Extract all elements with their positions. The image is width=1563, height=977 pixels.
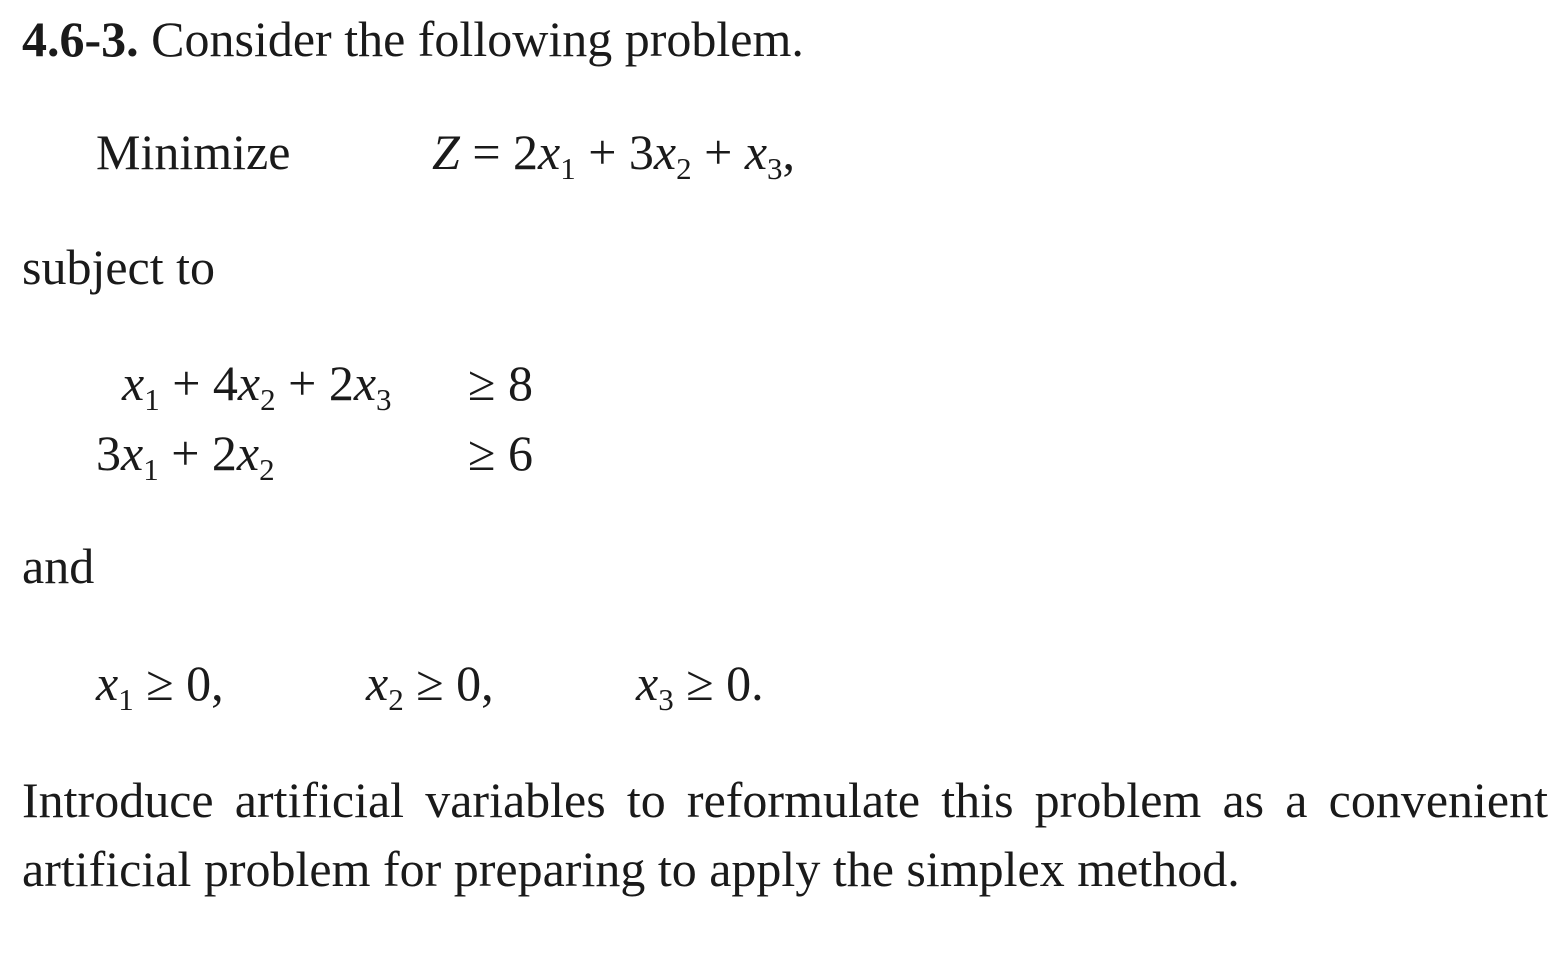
nonnegativity-constraints bbox=[0, 655, 1563, 718]
problem-heading bbox=[22, 11, 804, 67]
constraint-1-rhs: 8 bbox=[507, 355, 533, 411]
subject-to-text: subject to bbox=[22, 239, 216, 295]
nonneg-x2: $x_2 \ge 0$, bbox=[366, 655, 494, 717]
nonneg-x1: $x_1 \ge 0$, bbox=[96, 655, 224, 717]
instruction-paragraph: Introduce artificial variables to reformulate this problem as a convenient artificial problem for preparing to apply the simplex method. bbox=[22, 772, 1548, 897]
and-text: and bbox=[22, 538, 95, 594]
problem-intro: Consider the following problem. bbox=[151, 11, 804, 67]
objective-function: $Z = 2x_1 + 3x_2 + x_3$, bbox=[432, 124, 796, 186]
nonneg-x3: $x_3 \ge 0$. bbox=[636, 655, 764, 717]
problem-number: 4.6-3. bbox=[22, 11, 139, 67]
constraint-1: $x_1 + 4x_2 + 2x_3$ ≥ 8 bbox=[122, 355, 533, 417]
constraint-2: $3x_1 + 2x_2$ ≥ 6 bbox=[96, 425, 533, 487]
objective-label: Minimize bbox=[96, 124, 291, 180]
constraint-2-relation: ≥ bbox=[468, 425, 496, 481]
constraint-1-relation: ≥ bbox=[468, 355, 496, 411]
constraint-2-rhs: 6 bbox=[507, 425, 533, 481]
